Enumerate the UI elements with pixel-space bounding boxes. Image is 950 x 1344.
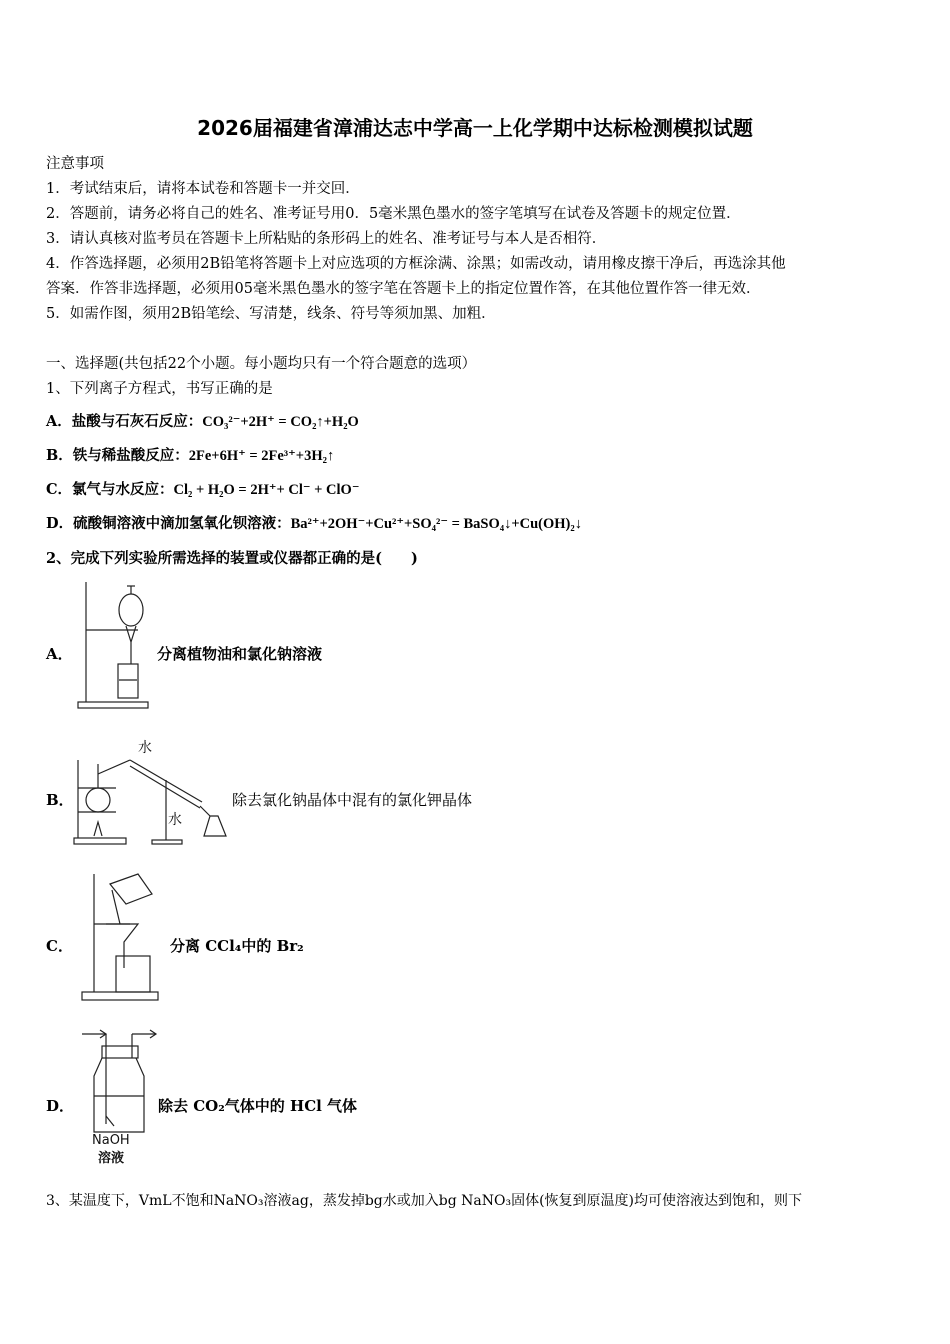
option-text: 铁与稀盐酸反应： — [72, 447, 189, 464]
option-equation: Ba²⁺+2OH⁻+Cu²⁺+SO₄²⁻ = BaSO₄↓+Cu(OH)₂↓ — [290, 516, 582, 532]
q1-option-c — [46, 478, 360, 499]
q2-option-b-label: B． — [46, 791, 74, 809]
option-label: A． — [46, 413, 72, 430]
option-text: 盐酸与石灰石反应： — [71, 413, 203, 430]
q2-option-d-text: 除去 CO₂气体中的 HCl 气体 — [158, 1097, 358, 1115]
q2-option-a-label: A． — [46, 645, 73, 663]
option-label: C． — [46, 481, 73, 498]
option-equation: Cl₂ + H₂O = 2H⁺+ Cl⁻ + ClO⁻ — [173, 482, 360, 498]
q2-option-d-label: D． — [46, 1097, 75, 1115]
section-heading: 一、选择题(共包括22个小题。每小题均只有一个符合题意的选项） — [46, 356, 477, 372]
notice-heading: 注意事项 — [46, 156, 104, 172]
notice-item: 2．答题前，请务必将自己的姓名、准考证号用0．5毫米黑色墨水的签字笔填写在试卷及答题卡的规定位置． — [46, 206, 741, 222]
q2-option-c-label: C． — [46, 937, 73, 955]
q2-option-b-text: 除去氯化钠晶体中混有的氯化钾晶体 — [232, 791, 473, 809]
option-text: 硫酸铜溶液中滴加氢氧化钡溶液： — [73, 515, 291, 532]
q1-option-d — [46, 512, 582, 533]
option-text: 氯气与水反应： — [72, 481, 174, 498]
notice-item: 1．考试结束后，请将本试卷和答题卡一并交回． — [46, 181, 360, 197]
water-outlet-label: 水 — [168, 812, 182, 828]
reagent-label: NaOH — [92, 1133, 130, 1148]
q2-option-c-text: 分离 CCl₄中的 Br₂ — [170, 937, 304, 955]
option-label: B． — [46, 447, 73, 464]
page-title: 2026届福建省漳浦达志中学高一上化学期中达标检测模拟试题 — [197, 116, 753, 140]
q1-option-b — [46, 444, 334, 465]
reagent-label: 溶液 — [98, 1151, 125, 1166]
option-equation: 2Fe+6H⁺ = 2Fe³⁺+3H₂↑ — [188, 448, 335, 464]
option-label: D． — [46, 515, 74, 532]
question-2-stem: 2、完成下列实验所需选择的装置或仪器都正确的是( ) — [46, 550, 418, 567]
q1-option-a — [46, 410, 359, 431]
notice-item: 5．如需作图，须用2B铅笔绘、写清楚，线条、符号等须加黑、加粗． — [46, 306, 496, 322]
gas-washing-bottle — [82, 1026, 158, 1166]
question-3-stem: 3、某温度下，VmL不饱和NaNO₃溶液ag，蒸发掉bg水或加入bg NaNO₃固体(恢复到原温度)均可使溶液达到饱和，则下 — [46, 1193, 802, 1209]
filtration-apparatus — [80, 872, 160, 1004]
separatory-funnel-apparatus — [76, 580, 156, 712]
water-inlet-label: 水 — [138, 740, 152, 756]
q2-option-a-text: 分离植物油和氯化钠溶液 — [157, 645, 323, 663]
option-equation: CO₃²⁻+2H⁺ = CO₂↑+H₂O — [202, 414, 359, 430]
notice-item: 答案．作答非选择题，必须用05毫米黑色墨水的签字笔在答题卡上的指定位置作答，在其他位置作答一律无效． — [46, 281, 761, 297]
question-1-stem: 1、下列离子方程式，书写正确的是 — [46, 381, 273, 397]
notice-item: 3．请认真核对监考员在答题卡上所粘贴的条形码上的姓名、准考证号与本人是否相符． — [46, 231, 607, 247]
notice-item: 4．作答选择题，必须用2B铅笔将答题卡上对应选项的方框涂满、涂黑；如需改动，请用橡皮擦干净后，再选涂其他 — [46, 256, 786, 272]
distillation-apparatus — [72, 740, 232, 848]
